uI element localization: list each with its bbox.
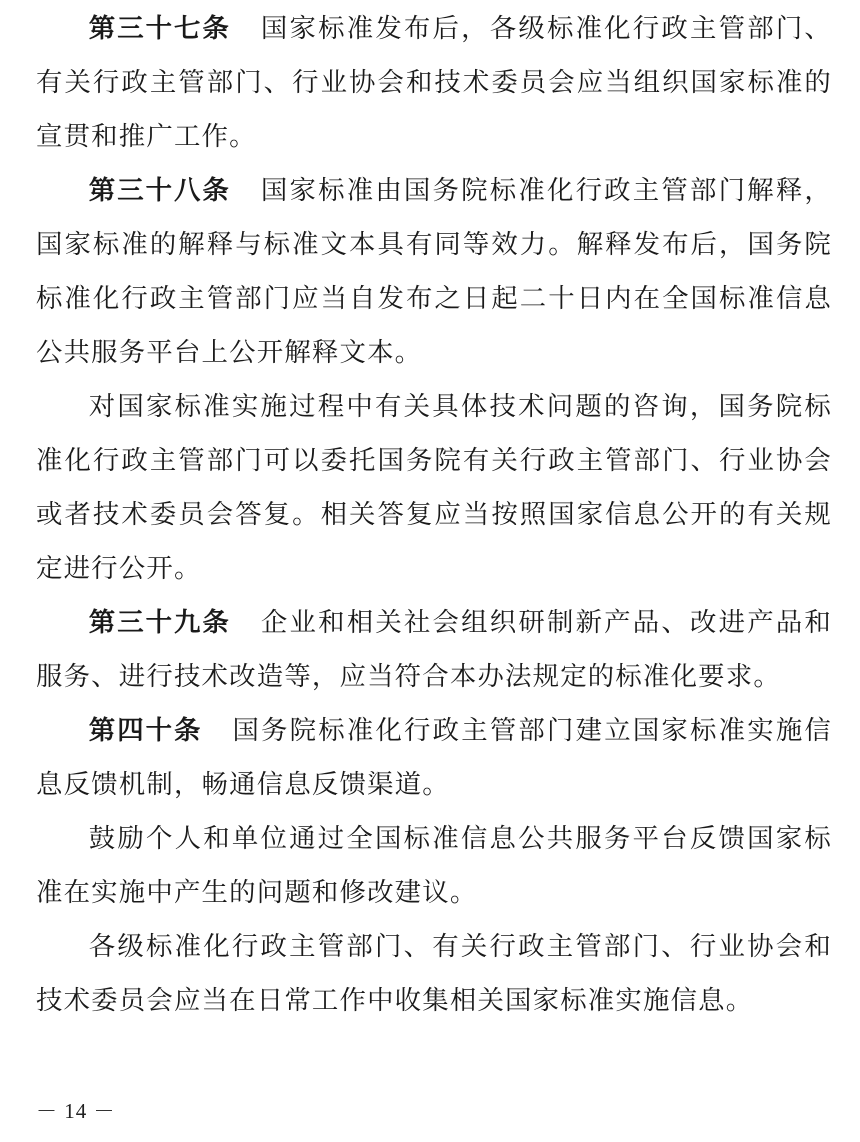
article-38-consultation-paragraph [36,380,832,596]
article-number: 第三十七条 [88,13,231,44]
article-38-paragraph [36,164,832,380]
article-number: 第三十八条 [88,175,231,206]
article-text: 企业和相关社会组织研制新产品、改进产品和服务、进行技术改造等，应当符合本办法规定的标准化要求。 [36,607,833,692]
page-number: － 14 － [36,1099,116,1123]
paragraph-text: 各级标准化行政主管部门、有关行政主管部门、行业协会和技术委员会应当在日常工作中收集相关国家标准实施信息。 [36,931,832,1016]
article-text: 国家标准由国务院标准化行政主管部门解释，国家标准的解释与标准文本具有同等效力。解释发布后，国务院标准化行政主管部门应当自发布之日起二十日内在全国标准信息公共服务平台上公开解释文本。 [36,175,833,368]
article-number: 第三十九条 [88,607,231,638]
paragraph-text: 鼓励个人和单位通过全国标准信息公共服务平台反馈国家标准在实施中产生的问题和修改建议。 [36,823,832,908]
document-body [36,2,832,1028]
paragraph-text: 对国家标准实施过程中有关具体技术问题的咨询，国务院标准化行政主管部门可以委托国务院有关行政主管部门、行业协会或者技术委员会答复。相关答复应当按照国家信息公开的有关规定进行公开。 [36,391,832,584]
article-text: 国务院标准化行政主管部门建立国家标准实施信息反馈机制，畅通信息反馈渠道。 [36,715,833,800]
article-number: 第四十条 [88,715,203,746]
article-40-feedback-paragraph [36,812,832,920]
article-37-paragraph [36,2,832,164]
article-40-paragraph [36,704,832,812]
article-text: 国家标准发布后，各级标准化行政主管部门、有关行政主管部门、行业协会和技术委员会应当组织国家标准的宣贯和推广工作。 [36,13,833,152]
article-39-paragraph [36,596,832,704]
article-40-collection-paragraph [36,920,832,1028]
